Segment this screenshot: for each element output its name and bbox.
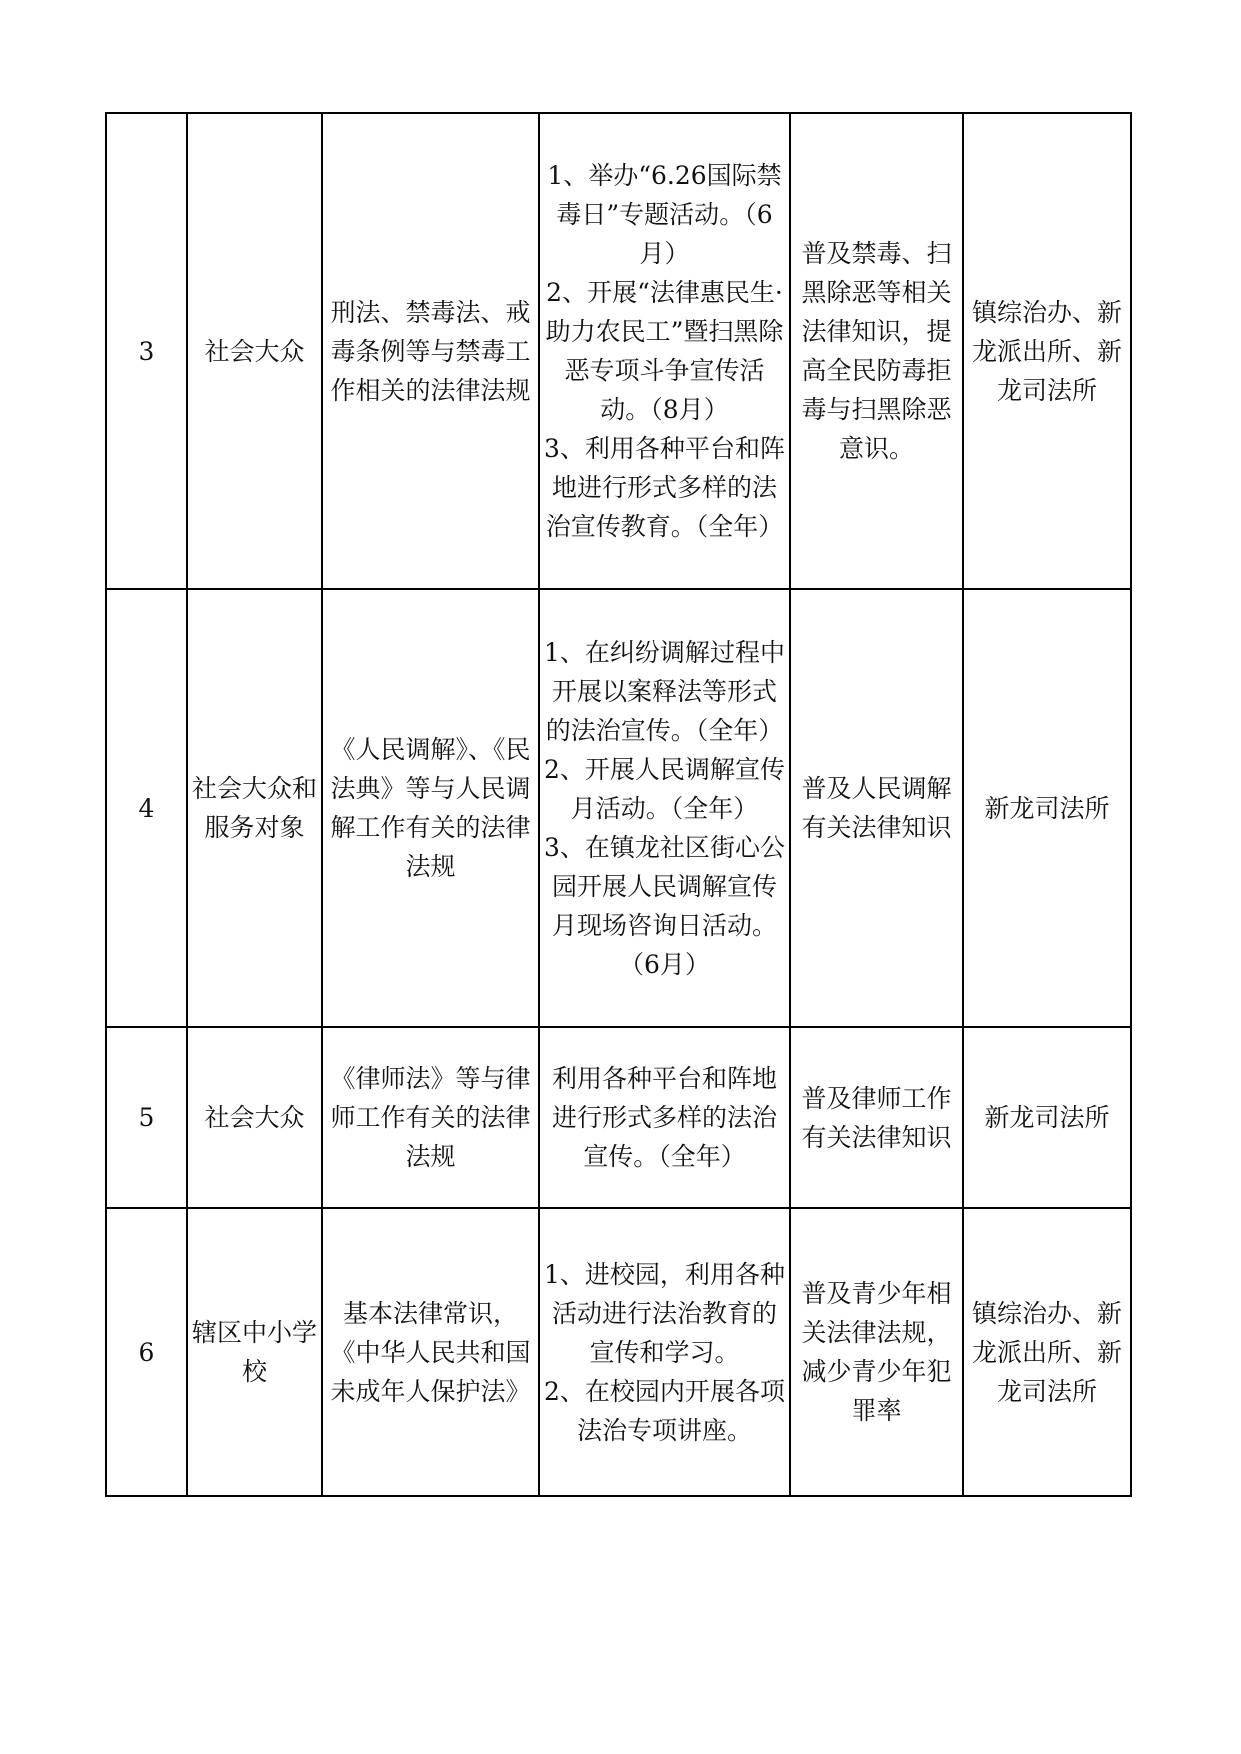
legal-content: 基本法律常识，《中华人民共和国未成年人保护法》 bbox=[322, 1208, 539, 1496]
table-row bbox=[106, 1208, 1131, 1496]
table-row bbox=[106, 1027, 1131, 1208]
responsible-unit: 镇综治办、新龙派出所、新龙司法所 bbox=[963, 1208, 1131, 1496]
activities-cell bbox=[539, 1027, 790, 1208]
legal-content: 《人民调解》、《民法典》等与人民调解工作有关的法律法规 bbox=[322, 589, 539, 1027]
activities-cell bbox=[539, 1208, 790, 1496]
row-number: 5 bbox=[106, 1027, 187, 1208]
target-audience: 社会大众 bbox=[187, 1027, 322, 1208]
target-audience: 辖区中小学校 bbox=[187, 1208, 322, 1496]
goal: 普及青少年相关法律法规，减少青少年犯罪率 bbox=[790, 1208, 963, 1496]
row-number: 4 bbox=[106, 589, 187, 1027]
goal: 普及禁毒、扫黑除恶等相关法律知识，提高全民防毒拒毒与扫黑除恶意识。 bbox=[790, 113, 963, 589]
table-row bbox=[106, 113, 1131, 589]
target-audience: 社会大众 bbox=[187, 113, 322, 589]
activities-cell bbox=[539, 113, 790, 589]
activity-item: 利用各种平台和阵地进行形式多样的法治宣传。（全年） bbox=[551, 1064, 777, 1171]
activity-item: 1、进校园，利用各种活动进行法治教育的宣传和学习。 bbox=[544, 1259, 785, 1367]
responsible-unit: 新龙司法所 bbox=[963, 589, 1131, 1027]
target-audience: 社会大众和服务对象 bbox=[187, 589, 322, 1027]
activity-item: 3、利用各种平台和阵地进行形式多样的法治宣传教育。（全年） bbox=[544, 434, 785, 541]
activity-item: 2、开展人民调解宣传月活动。（全年） bbox=[544, 754, 785, 823]
goal: 普及律师工作有关法律知识 bbox=[790, 1027, 963, 1208]
activity-item: 2、在校园内开展各项法治专项讲座。 bbox=[544, 1376, 785, 1445]
legal-publicity-plan-table bbox=[105, 112, 1132, 1497]
legal-content: 《律师法》等与律师工作有关的法律法规 bbox=[322, 1027, 539, 1208]
table-row bbox=[106, 589, 1131, 1027]
responsible-unit: 镇综治办、新龙派出所、新龙司法所 bbox=[963, 113, 1131, 589]
legal-content: 刑法、禁毒法、戒毒条例等与禁毒工作相关的法律法规 bbox=[322, 113, 539, 589]
activity-item: 3、在镇龙社区街心公园开展人民调解宣传月现场咨询日活动。（6月） bbox=[544, 832, 785, 979]
activities-cell bbox=[539, 589, 790, 1027]
goal: 普及人民调解有关法律知识 bbox=[790, 589, 963, 1027]
row-number: 6 bbox=[106, 1208, 187, 1496]
row-number: 3 bbox=[106, 113, 187, 589]
activity-item: 1、举办“6.26国际禁毒日”专题活动。（6月） bbox=[547, 161, 782, 268]
responsible-unit: 新龙司法所 bbox=[963, 1027, 1131, 1208]
activity-item: 2、开展“法律惠民生·助力农民工”暨扫黑除恶专项斗争宣传活动。（8月） bbox=[545, 278, 784, 424]
activity-item: 1、在纠纷调解过程中开展以案释法等形式的法治宣传。（全年） bbox=[544, 637, 785, 745]
